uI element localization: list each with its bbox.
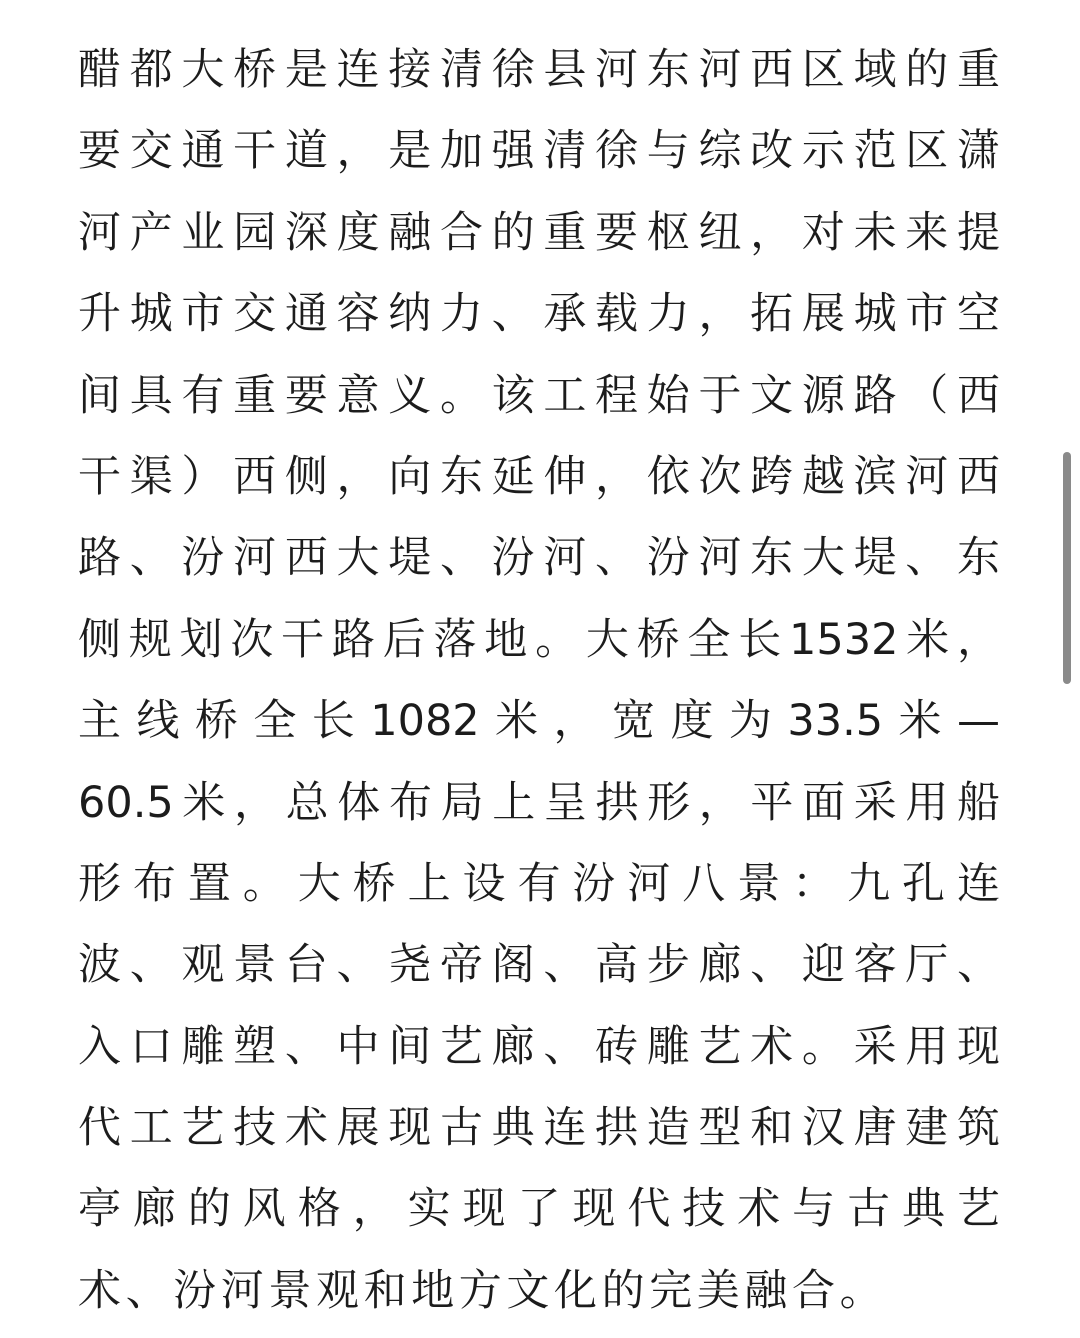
text-line: 形布置。大桥上设有汾河八景：九孔连 (78, 858, 1000, 909)
text-line: 代工艺技术展现古典连拱造型和汉唐建筑 (78, 1103, 1000, 1154)
text-line: 要交通干道，是加强清徐与综改示范区潇 (78, 126, 1000, 177)
text-line: 主线桥全长1082米，宽度为33.5米— (78, 696, 1000, 747)
text-line: 60.5米，总体布局上呈拱形，平面采用船 (78, 777, 1000, 828)
text-line: 术、汾河景观和地方文化的完美融合。 (78, 1265, 888, 1316)
text-line: 干渠）西侧，向东延伸，依次跨越滨河西 (78, 451, 1000, 502)
text-line: 波、观景台、尧帝阁、高步廊、迎客厅、 (78, 940, 1000, 991)
text-line: 侧规划次干路后落地。大桥全长1532米， (78, 614, 1000, 665)
text-line: 亭廊的风格，实现了现代技术与古典艺 (78, 1184, 1000, 1235)
text-line: 升城市交通容纳力、承载力，拓展城市空 (78, 289, 1000, 340)
article-body (78, 30, 1000, 1332)
text-line: 醋都大桥是连接清徐县河东河西区域的重 (78, 45, 1000, 95)
text-line: 入口雕塑、中间艺廊、砖雕艺术。采用现 (78, 1021, 1000, 1072)
text-line: 路、汾河西大堤、汾河、汾河东大堤、东 (78, 533, 1000, 584)
scrollbar-thumb[interactable] (1063, 452, 1071, 684)
text-line: 河产业园深度融合的重要枢纽，对未来提 (78, 207, 1000, 258)
text-line: 间具有重要意义。该工程始于文源路（西 (78, 370, 1000, 421)
